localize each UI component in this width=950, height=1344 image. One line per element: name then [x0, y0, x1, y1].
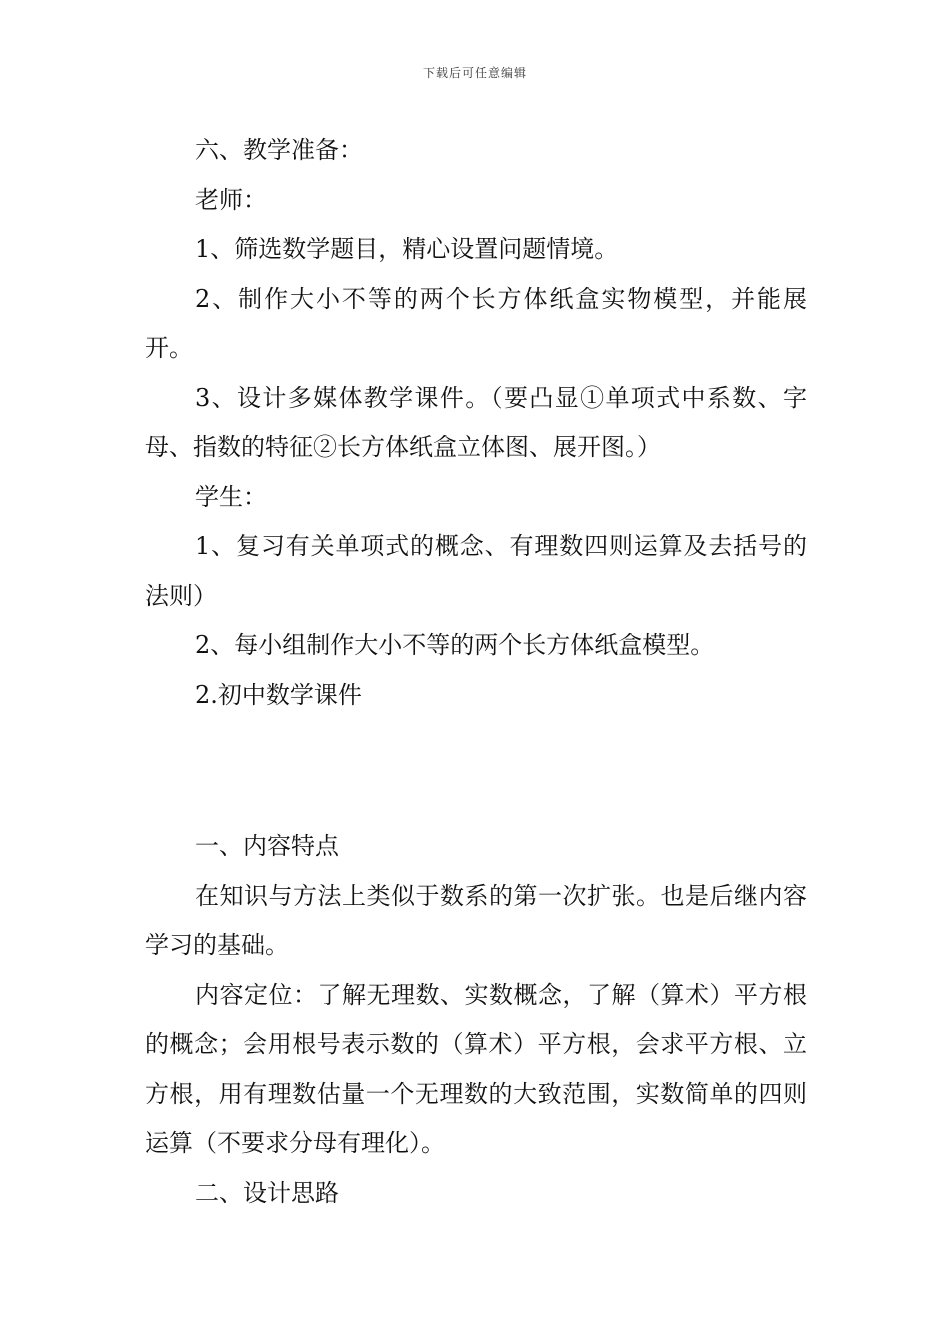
courseware-heading: 2.初中数学课件 [195, 680, 362, 709]
student-item-2: 2、每小组制作大小不等的两个长方体纸盒模型。 [195, 631, 715, 659]
teacher-item-1: 1、筛选数学题目，精心设置问题情境。 [195, 235, 619, 263]
student-label: 学生： [195, 482, 267, 511]
content-paragraph-1: 在知识与方法上类似于数系的第一次扩张。也是后继内容学习的基础。 [145, 881, 807, 959]
section-heading-content: 一、内容特点 [195, 832, 339, 860]
student-item-1: 1、复习有关单项式的概念、有理数四则运算及去括号的法则） [145, 532, 807, 610]
teacher-item-3: 3、设计多媒体教学课件。（要凸显①单项式中系数、字母、指数的特征②长方体纸盒立体图、展开图。） [145, 383, 807, 461]
page-header: 下载后可任意编辑 [422, 66, 527, 80]
section-heading-prep: 六、教学准备： [195, 136, 363, 164]
content-paragraph-2: 内容定位：了解无理数、实数概念，了解（算术）平方根的概念；会用根号表示数的（算术）平方根，会求平方根、立方根，用有理数估量一个无理数的大致范围，实数简单的四则运算（不要求分母有理化）。 [145, 980, 807, 1157]
teacher-label: 老师： [195, 185, 267, 214]
spacer [145, 720, 807, 822]
teacher-item-2: 2、制作大小不等的两个长方体纸盒实物模型，并能展开。 [145, 284, 807, 362]
document-body [145, 126, 807, 1218]
section-heading-design: 二、设计思路 [195, 1178, 339, 1207]
